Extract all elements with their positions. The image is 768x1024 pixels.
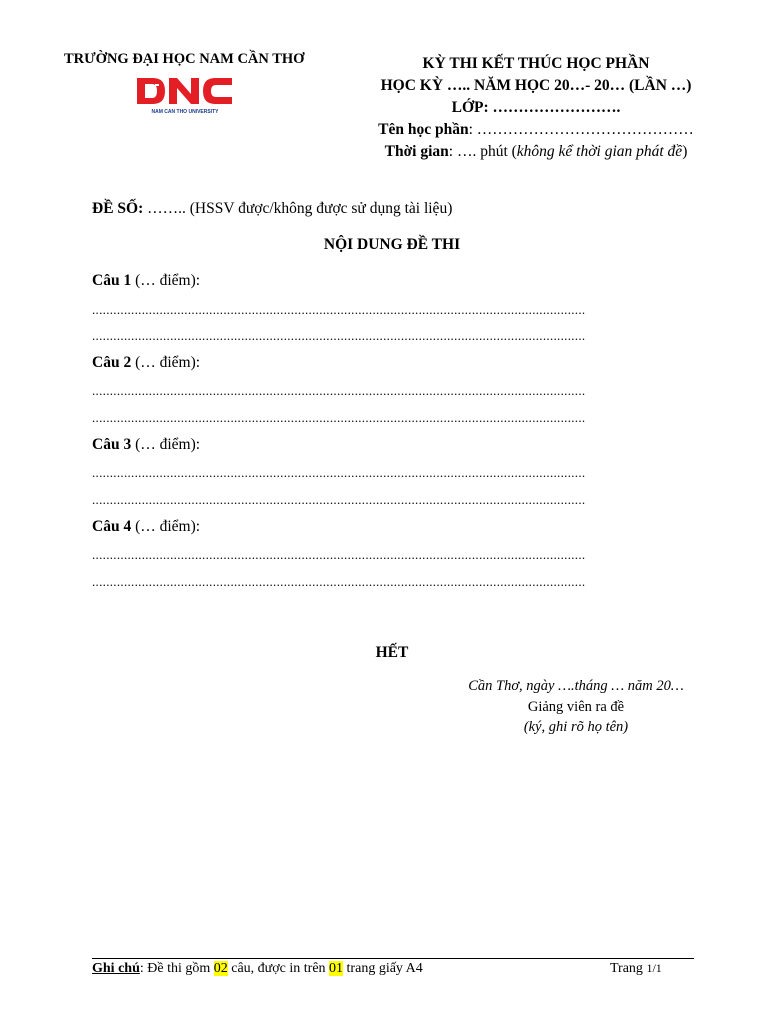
exam-title: KỲ THI KẾT THÚC HỌC PHẦN (422, 55, 650, 72)
class-line: LỚP: ……………………. (451, 99, 621, 116)
question-count: 02 (213, 961, 228, 976)
signer-role: Giảng viên ra đề (527, 699, 625, 715)
signature-instruction: (ký, ghi rõ họ tên) (523, 719, 629, 735)
answer-line: ........................................................................................................................................... (92, 383, 586, 398)
footer-divider (92, 958, 694, 959)
note-text: : Đề thi gồm (139, 961, 214, 976)
course-value: : …………………………………… (468, 121, 694, 138)
page-count: 01 (329, 961, 344, 976)
answer-line: ........................................................................................................................................... (92, 547, 586, 562)
footer-note (92, 961, 423, 977)
svg-text:NAM CAN THO UNIVERSITY: NAM CAN THO UNIVERSITY (151, 109, 219, 115)
question-label: Câu 2 (92, 354, 132, 371)
question-label: Câu 3 (92, 436, 132, 453)
time-value: : …. phút ( (448, 143, 517, 160)
question-points: (… điểm): (131, 436, 201, 453)
question-label: Câu 4 (92, 518, 132, 535)
question-points: (… điểm): (131, 272, 201, 289)
exam-code-value: …….. (HSSV được/không được sử dụng tài liệu) (143, 200, 453, 217)
answer-line: ........................................................................................................................................... (92, 328, 586, 343)
exam-code-label: ĐỀ SỐ: (92, 200, 144, 217)
answer-line: ........................................................................................................................................... (92, 302, 586, 317)
question-1 (92, 272, 200, 290)
question-2 (92, 354, 200, 372)
answer-line: ........................................................................................................................................... (92, 492, 586, 507)
answer-line: ........................................................................................................................................... (92, 465, 586, 480)
time-label: Thời gian (384, 143, 449, 160)
page-number: 1/1 (646, 961, 662, 975)
university-logo (135, 76, 235, 116)
page-indicator (610, 961, 662, 977)
semester-line: HỌC KỲ ….. NĂM HỌC 20…- 20… (LẦN …) (380, 77, 692, 94)
time-close: ) (682, 143, 688, 160)
question-3 (92, 436, 200, 454)
answer-line: ........................................................................................................................................... (92, 574, 586, 589)
page-label: Trang (610, 961, 647, 976)
end-marker: HẾT (375, 644, 409, 661)
note-label: Ghi chú (92, 961, 140, 976)
question-points: (… điểm): (131, 518, 201, 535)
note-text: câu, được in trên (227, 961, 330, 976)
question-4 (92, 518, 200, 536)
time-note: không kể thời gian phát đề (516, 143, 683, 160)
content-title: NỘI DUNG ĐỀ THI (323, 236, 461, 253)
place-date: Cần Thơ, ngày ….tháng … năm 20… (468, 678, 684, 694)
note-text: trang giấy A4 (343, 961, 423, 976)
course-line (350, 121, 722, 139)
school-name: TRƯỜNG ĐẠI HỌC NAM CẦN THƠ (64, 51, 305, 67)
question-label: Câu 1 (92, 272, 132, 289)
course-label: Tên học phần (378, 121, 469, 138)
time-line (350, 143, 722, 161)
answer-line: ........................................................................................................................................... (92, 410, 586, 425)
question-points: (… điểm): (131, 354, 201, 371)
exam-code-line (92, 200, 452, 218)
